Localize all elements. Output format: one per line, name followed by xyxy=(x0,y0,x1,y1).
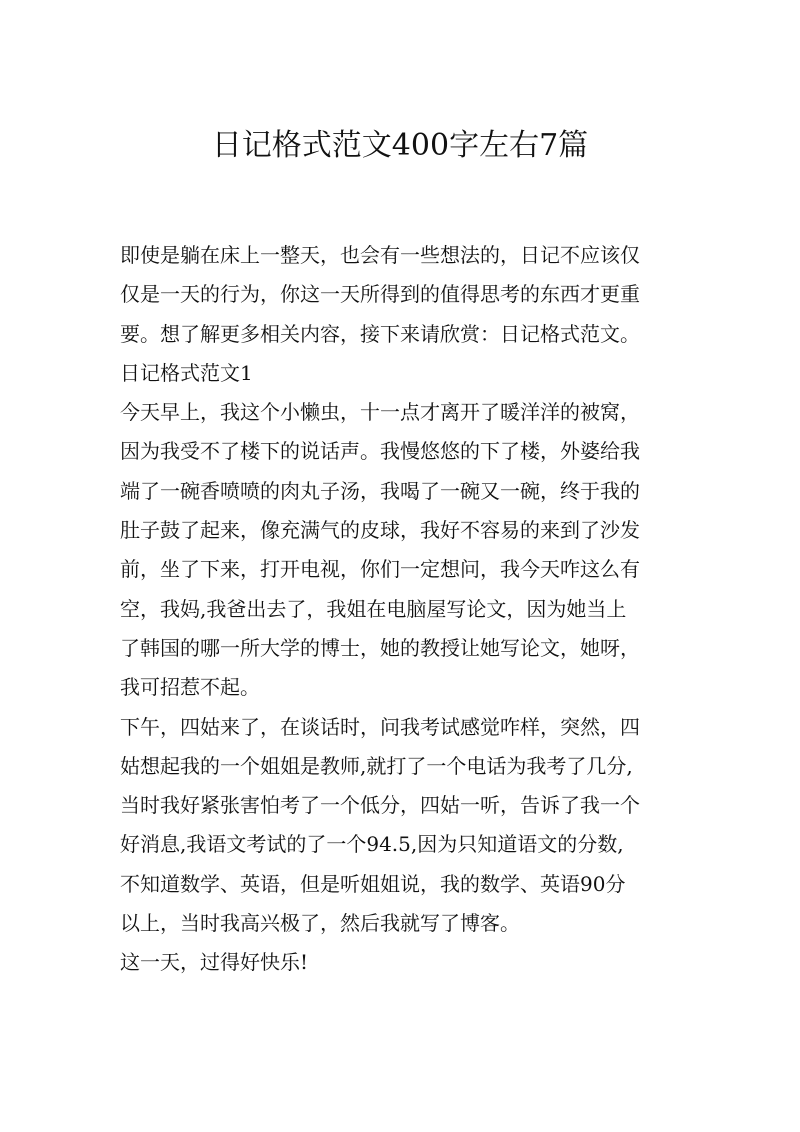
body-line: 好消息,我语文考试的了一个94.5,因为只知道语文的分数, xyxy=(120,832,624,857)
body-line: 因为我受不了楼下的说话声。我慢悠悠的下了楼，外婆给我 xyxy=(120,439,640,464)
body-line: 了韩国的哪一所大学的博士，她的教授让她写论文，她呀， xyxy=(120,635,640,660)
body-line: 仅是一天的行为，你这一天所得到的值得思考的东西才更重 xyxy=(120,282,640,307)
document-body xyxy=(120,236,686,983)
body-line: 今天早上，我这个小懒虫，十一点才离开了暖洋洋的被窝， xyxy=(120,400,640,425)
body-line: 端了一碗香喷喷的肉丸子汤，我喝了一碗又一碗，终于我的 xyxy=(120,478,640,503)
body-line: 以上，当时我高兴极了，然后我就写了博客。 xyxy=(120,911,520,936)
body-line: 当时我好紧张害怕考了一个低分，四姑一听，告诉了我一个 xyxy=(120,793,640,818)
body-line: 要。想了解更多相关内容，接下来请欣赏：日记格式范文。 xyxy=(120,321,640,346)
body-line: 这一天，过得好快乐! xyxy=(120,950,309,975)
body-line: 不知道数学、英语，但是听姐姐说，我的数学、英语90分 xyxy=(120,871,626,896)
body-line: 前，坐了下来，打开电视，你们一定想问，我今天咋这么有 xyxy=(120,557,640,582)
body-line: 下午，四姑来了，在谈话时，问我考试感觉咋样，突然，四 xyxy=(120,714,640,739)
body-line: 姑想起我的一个姐姐是教师,就打了一个电话为我考了几分, xyxy=(120,753,633,778)
document-title: 日记格式范文400字左右7篇 xyxy=(211,128,589,163)
section-heading: 日记格式范文1 xyxy=(120,360,253,385)
body-line: 空，我妈,我爸出去了，我姐在电脑屋写论文，因为她当上 xyxy=(120,596,627,621)
body-line: 即使是躺在床上一整天，也会有一些想法的，日记不应该仅 xyxy=(120,243,640,267)
body-line: 肚子鼓了起来，像充满气的皮球，我好不容易的来到了沙发 xyxy=(120,518,640,543)
body-line: 我可招惹不起。 xyxy=(120,675,260,700)
